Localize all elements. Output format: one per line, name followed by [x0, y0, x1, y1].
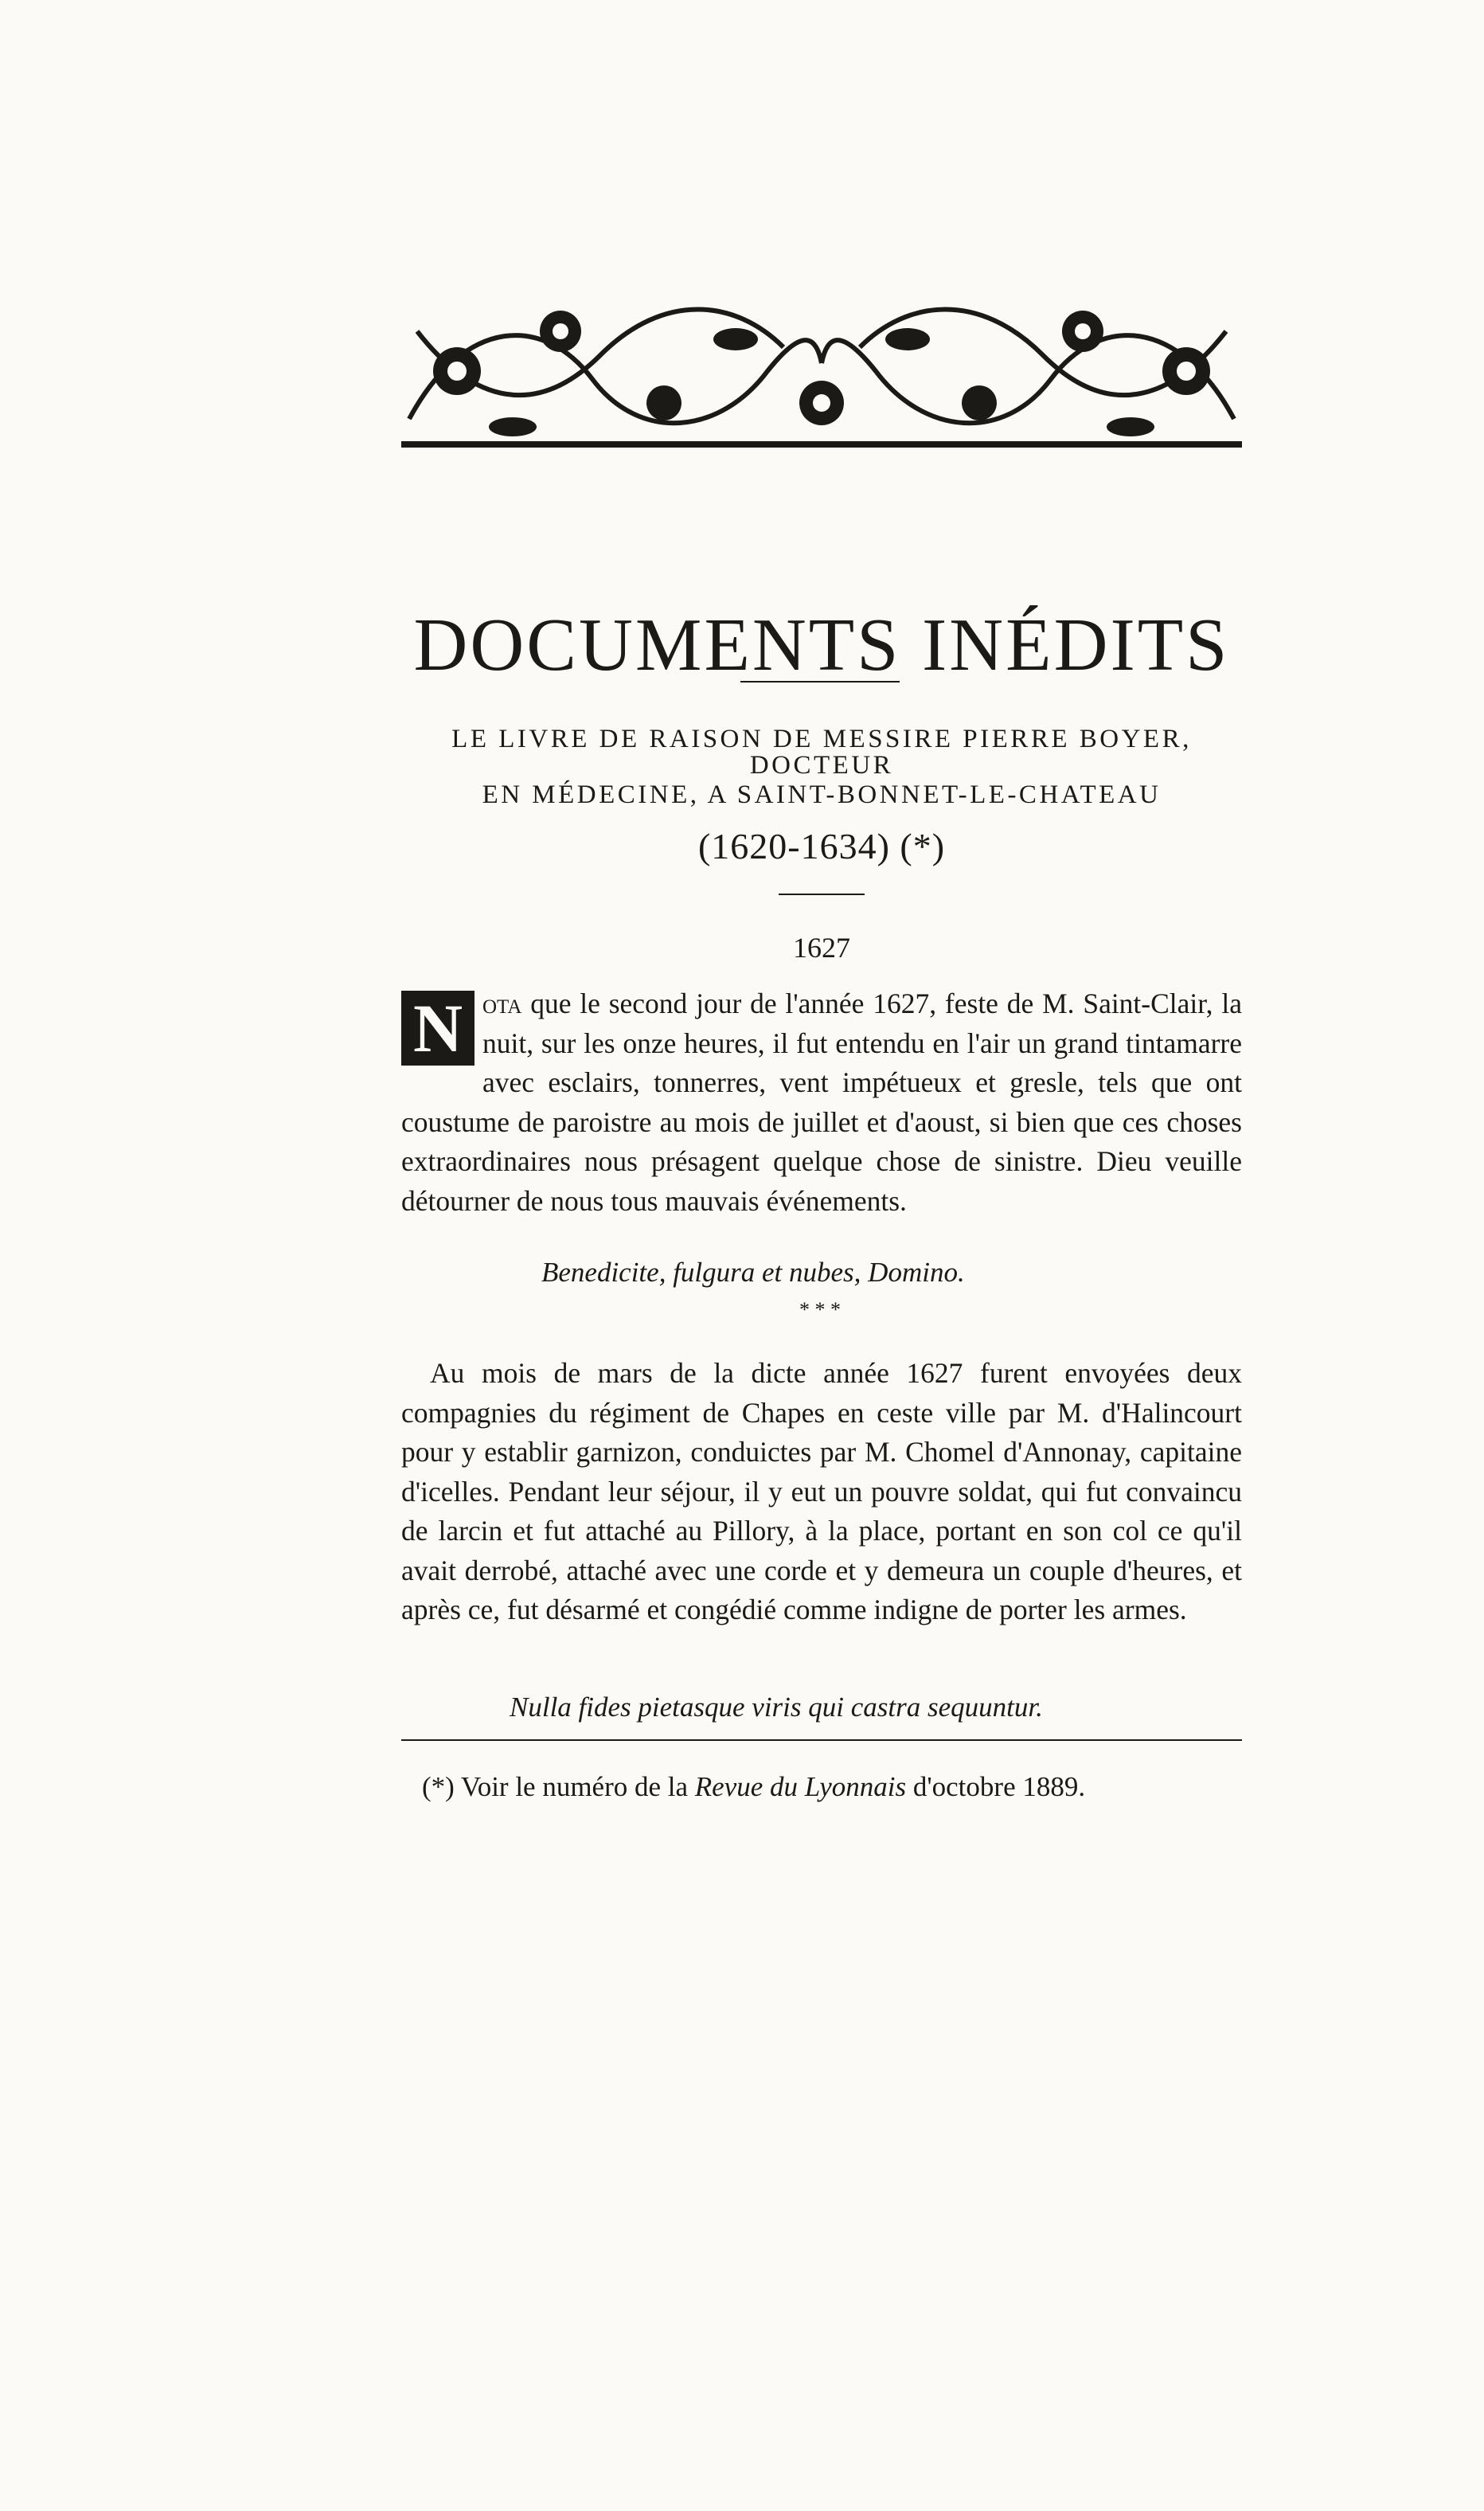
- motto-2: Nulla fides pietasque viris qui castra sequuntur.: [510, 1692, 1043, 1723]
- motto-1: Benedicite, fulgura et nubes, Domino.: [541, 1257, 965, 1288]
- paragraph-1-text: que le second jour de l'année 1627, feste de M. Saint-Clair, la nuit, sur les onze heures, il fut entendu en l'air un grand tintamarre avec esclairs, tonnerres, vent impétueux et gresle, tels que ont coustume de paroistre au mois de juillet et d'aoust, si bien que ces choses extraordinaires nous présagent quelque chose de sinistre. Dieu veuille détourner de nous tous mauvais événements.: [401, 988, 1242, 1217]
- section-separator-stars: * * *: [799, 1298, 841, 1321]
- paragraph-1-smallcaps: ota: [482, 988, 522, 1019]
- footnote-prefix: Voir le numéro de la: [454, 1771, 695, 1802]
- dates-divider: [779, 894, 865, 895]
- footnote: [422, 1773, 1085, 1801]
- dropcap-letter: N: [401, 991, 474, 1066]
- page-title: DOCUMENTS INÉDITS: [413, 603, 1230, 686]
- section-year: 1627: [793, 932, 850, 964]
- paragraph-1: [401, 984, 1242, 1221]
- footnote-marker: (*): [422, 1771, 455, 1802]
- footnote-suffix: d'octobre 1889.: [906, 1771, 1086, 1802]
- footnote-journal: Revue du Lyonnais: [694, 1771, 907, 1802]
- date-range: (1620-1634) (*): [697, 826, 946, 866]
- title-divider: [740, 681, 900, 683]
- decorative-ornament-header: [401, 284, 1242, 452]
- paragraph-2: Au mois de mars de la dicte année 1627 furent envoyées deux compagnies du régiment de Chapes en ceste ville par M. d'Halincourt pour y establir garnizon, conduictes par M. Chomel d'Annonay, capitaine d'icelles. Pendant leur séjour, il y eut un pouvre soldat, qui fut convaincu de larcin et fut attaché au Pillory, à la place, portant en son col ce qu'il avait derrobé, attaché avec une corde et y demeura un couple d'heures, et après ce, fut désarmé et congédié comme indigne de porter les armes.: [401, 1357, 1242, 1625]
- subtitle-line-2: EN MÉDECINE, A SAINT-BONNET-LE-CHATEAU: [482, 780, 1162, 809]
- subtitle-line-1: LE LIVRE DE RAISON DE MESSIRE PIERRE BOYER, DOCTEUR: [451, 725, 1192, 780]
- footnote-divider: [401, 1739, 1242, 1741]
